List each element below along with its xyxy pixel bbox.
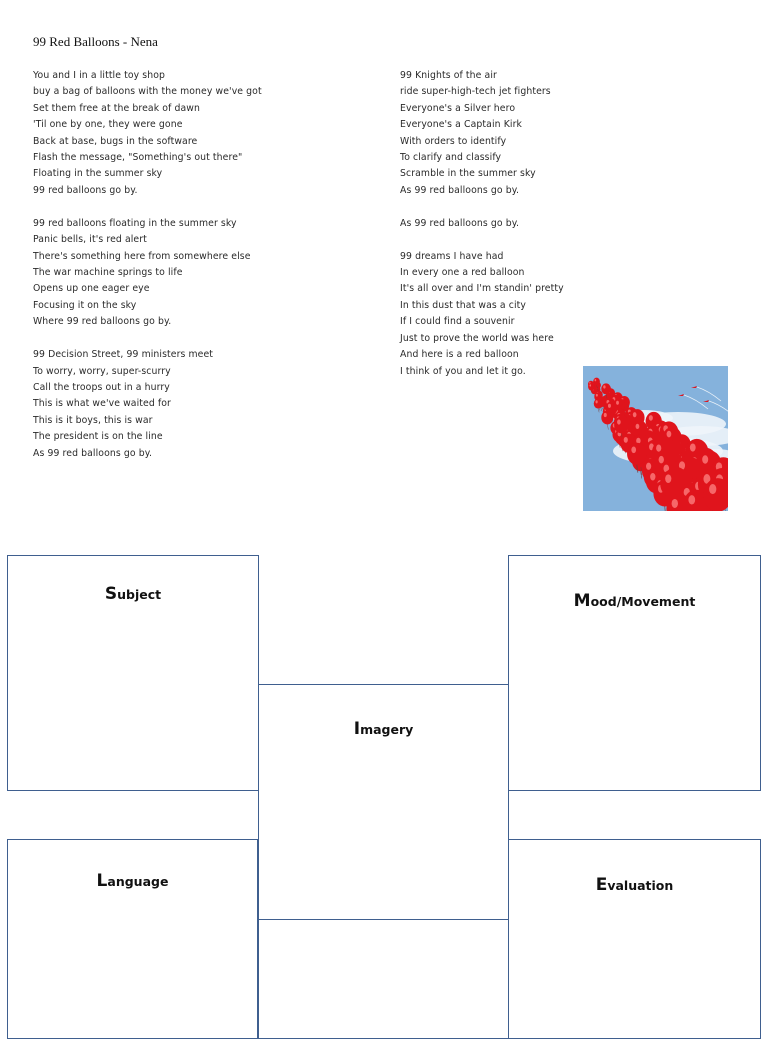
balloon-highlight [604, 413, 607, 417]
lyric-line: Back at base, bugs in the software [33, 135, 198, 147]
balloon-highlight [656, 444, 661, 451]
balloon-highlight [616, 401, 619, 405]
imagery-box[interactable] [258, 684, 509, 920]
lyric-line: In every one a red balloon [400, 267, 525, 279]
balloon [628, 443, 647, 465]
lyric-line: To clarify and classify [400, 152, 502, 164]
mood-movement-box[interactable] [508, 555, 761, 791]
balloon-highlight [631, 447, 636, 454]
balloon-highlight [702, 455, 708, 463]
balloon-highlight [595, 379, 597, 381]
lyric-line: With orders to identify [400, 135, 507, 147]
subject-box[interactable] [7, 555, 259, 791]
lyric-line: Call the troops out in a hurry [33, 381, 170, 393]
lyric-line: Everyone's a Captain Kirk [400, 119, 522, 131]
lyric-line: 99 dreams I have had [400, 250, 504, 262]
lyric-line: I think of you and let it go. [400, 365, 526, 377]
lyric-line: buy a bag of balloons with the money we've got [33, 86, 262, 98]
lyric-line: Set them free at the break of dawn [33, 102, 200, 114]
balloon-highlight [649, 415, 653, 421]
lyric-line: You and I in a little toy shop [33, 70, 166, 81]
subject-label: Subject [104, 584, 162, 604]
balloon-highlight [636, 424, 640, 429]
lyric-line: As 99 red balloons go by. [400, 217, 520, 229]
lyric-line: Flash the message, "Something's out there" [33, 152, 243, 164]
balloon [614, 417, 629, 434]
lyric-line: This is what we've waited for [33, 398, 171, 410]
lyric-line: 99 red balloons floating in the summer sky [33, 217, 237, 229]
balloon [601, 410, 613, 424]
lyric-line: Scramble in the summer sky [400, 168, 536, 180]
lyric-line: Just to prove the world was here [400, 332, 554, 344]
bottom-center-box[interactable] [258, 919, 509, 1039]
balloon [588, 383, 595, 391]
lyric-line: As 99 red balloons go by. [33, 447, 153, 459]
stanza [400, 216, 700, 232]
imagery-label: Imagery [353, 719, 414, 739]
lyrics-left-column [33, 68, 333, 478]
balloon-highlight [690, 443, 696, 451]
stanza [33, 68, 333, 199]
balloon-highlight [633, 412, 637, 417]
lyric-line: The war machine springs to life [33, 266, 183, 278]
stanza [400, 249, 700, 380]
red-balloons-illustration-icon [583, 366, 728, 511]
balloon-highlight [589, 384, 591, 386]
evaluation-label: Evaluation [595, 875, 674, 895]
lyric-line: In this dust that was a city [400, 299, 526, 311]
balloon-highlight [709, 484, 716, 494]
lyrics-right-column [400, 68, 700, 396]
lyric-line: And here is a red balloon [400, 349, 519, 361]
lyric-line: Opens up one eager eye [33, 283, 150, 295]
lyric-line: 99 Decision Street, 99 ministers meet [33, 349, 214, 361]
lyric-line: ride super-high-tech jet fighters [400, 86, 551, 98]
lyric-line: There's something here from somewhere else [33, 250, 251, 262]
balloon-highlight [665, 474, 671, 483]
lyric-line: Floating in the summer sky [33, 168, 163, 180]
balloon-highlight [688, 495, 695, 504]
balloon-highlight [672, 499, 678, 508]
balloon-highlight [667, 431, 672, 438]
lyric-line: Everyone's a Silver hero [400, 102, 516, 114]
lyric-line: To worry, worry, super-scurry [33, 365, 171, 377]
lyric-line: As 99 red balloons go by. [400, 184, 520, 196]
lyric-line: The president is on the line [33, 431, 163, 443]
balloon-highlight [603, 385, 605, 388]
balloon-highlight [646, 463, 651, 470]
lyric-line: Focusing it on the sky [33, 299, 137, 311]
balloon-highlight [596, 400, 598, 403]
mood-movement-label: Mood/Movement [573, 591, 696, 611]
language-label: Language [96, 871, 169, 891]
stanza [33, 216, 333, 331]
language-box[interactable] [7, 839, 258, 1039]
lyric-line: It's all over and I'm standin' pretty [400, 283, 564, 295]
balloon-highlight [617, 420, 621, 425]
lyric-line: 99 red balloons go by. [33, 184, 138, 196]
balloon-highlight [624, 437, 628, 443]
balloon [594, 399, 603, 409]
balloon-highlight [596, 394, 598, 397]
lyric-line: Where 99 red balloons go by. [33, 316, 172, 328]
balloon-highlight [650, 473, 655, 480]
lyric-line: Panic bells, it's red alert [33, 234, 147, 246]
balloon-highlight [659, 456, 664, 463]
stanza [33, 347, 333, 462]
lyric-line: 'Til one by one, they were gone [33, 119, 183, 131]
stanza [400, 68, 700, 199]
balloon-highlight [608, 404, 611, 408]
balloon [593, 378, 600, 386]
evaluation-box[interactable] [508, 839, 761, 1039]
lyric-line: If I could find a souvenir [400, 316, 515, 328]
page-title: 99 Red Balloons - Nena [33, 34, 158, 49]
lyric-line: 99 Knights of the air [400, 70, 497, 81]
lyric-line: This is it boys, this is war [33, 414, 153, 426]
balloon [601, 383, 611, 394]
